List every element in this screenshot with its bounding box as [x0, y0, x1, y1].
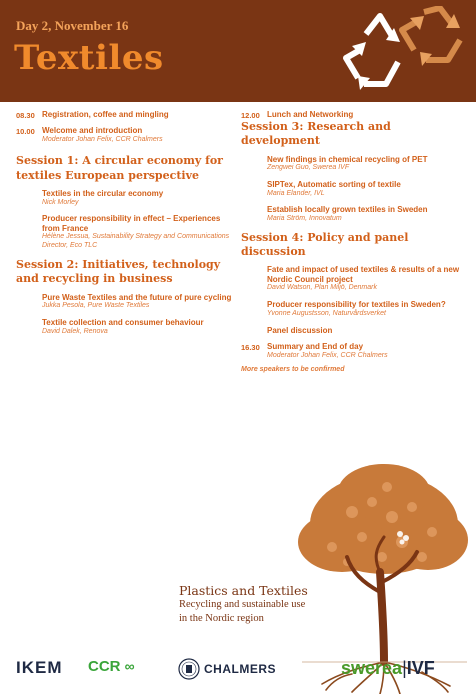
talk-speaker: David Dalek, Renova: [42, 327, 108, 335]
logo-divider: |: [402, 658, 407, 678]
agenda-title: Summary and End of day: [267, 342, 364, 352]
talk-speaker: Maria Elander, IVL: [267, 189, 325, 197]
talk-item: [42, 293, 238, 311]
talk-title: Panel discussion: [267, 325, 333, 335]
agenda-speaker: Moderator Johan Felix, CCR Chalmers: [42, 135, 163, 143]
chalmers-wordmark: CHALMERS: [204, 662, 276, 676]
talk-speaker: Yvonne Augustsson, Naturvårdsverket: [267, 309, 386, 317]
logo-bar: [0, 650, 476, 691]
session-heading: Session 3: Research and development: [241, 120, 391, 148]
event-title-block: [179, 583, 308, 626]
agenda-title: Registration, coffee and mingling: [42, 110, 169, 119]
agenda-item: [241, 110, 465, 120]
agenda-item: [16, 126, 238, 144]
talk-title: Pure Waste Textiles and the future of pure cycling: [42, 292, 232, 302]
talk-item: [267, 205, 465, 223]
agenda-title: Welcome and introduction: [42, 126, 143, 135]
talk-speaker: David Watson, Plan Miljö, Denmark: [267, 284, 377, 292]
agenda-item: [16, 110, 238, 120]
talk-title: Producer responsibility in effect – Experiences from France: [42, 214, 221, 233]
ccr-wordmark: CCR: [88, 658, 121, 675]
chalmers-logo: [178, 658, 276, 680]
talk-title: Fate and impact of used textiles & results of a new Nordic Council project: [267, 265, 460, 284]
ccr-logo: [88, 658, 135, 675]
page-title: Textiles: [14, 38, 164, 78]
left-column: [16, 110, 238, 343]
agenda-time: 12.00: [241, 111, 260, 120]
talk-item: [267, 155, 465, 173]
talk-title: Producer responsibility for textiles in Sweden?: [267, 300, 446, 310]
talk-speaker: Nick Morley: [42, 198, 79, 206]
event-subtitle-line1: Recycling and sustainable use: [179, 599, 306, 610]
swerea-wordmark: swerea: [341, 658, 403, 678]
agenda-time: 10.00: [16, 127, 35, 136]
day-label: Day 2, November 16: [16, 18, 129, 33]
talk-speaker: Zengwei Guo, Swerea IVF: [267, 164, 350, 172]
talk-item: [42, 318, 238, 336]
agenda-title: Lunch and Networking: [267, 110, 354, 119]
talk-item: [267, 265, 465, 293]
talk-item: [42, 189, 238, 207]
agenda-speaker: Moderator Johan Felix, CCR Chalmers: [267, 351, 388, 359]
talk-speaker: Hélène Jessua, Sustainability Strategy and Communications Director, Eco TLC: [42, 233, 230, 250]
infinity-icon: ∞: [124, 658, 135, 674]
chalmers-seal-icon: [178, 658, 200, 680]
header-banner: [0, 0, 476, 102]
talk-item: [42, 214, 238, 251]
talk-title: SIPTex, Automatic sorting of textile: [267, 179, 401, 189]
agenda-time: 08.30: [16, 111, 35, 120]
session-heading: Session 1: A circular economy for textiles European perspective: [16, 154, 223, 182]
recycle-icon: [340, 6, 474, 96]
agenda-time: 16.30: [241, 343, 260, 353]
talk-item: [267, 326, 465, 336]
more-speakers-note: More speakers to be confirmed: [241, 366, 345, 374]
ikem-logo: [16, 658, 63, 678]
swerea-ivf-logo: [341, 658, 435, 679]
talk-title: Textile collection and consumer behaviour: [42, 317, 204, 327]
talk-title: Textiles in the circular economy: [42, 188, 164, 198]
session-heading: Session 4: Policy and panel discussion: [241, 230, 409, 258]
ivf-wordmark: IVF: [406, 658, 435, 678]
ikem-wordmark: IKEM: [16, 658, 63, 677]
talk-speaker: Jukka Pesola, Pure Waste Textiles: [42, 302, 150, 310]
talk-title: Establish locally grown textiles in Sweden: [267, 205, 428, 215]
talk-item: [267, 300, 465, 318]
talk-title: New findings in chemical recycling of PET: [267, 154, 428, 164]
event-title: Plastics and Textiles: [179, 583, 308, 598]
agenda-item: [241, 342, 465, 360]
talk-item: [267, 180, 465, 198]
session-heading: Session 2: Initiatives, technology and recycling in business: [16, 257, 221, 286]
talk-speaker: Maria Ström, Innovatum: [267, 214, 342, 222]
event-subtitle-line2: in the Nordic region: [179, 613, 264, 625]
right-column: [241, 110, 465, 373]
